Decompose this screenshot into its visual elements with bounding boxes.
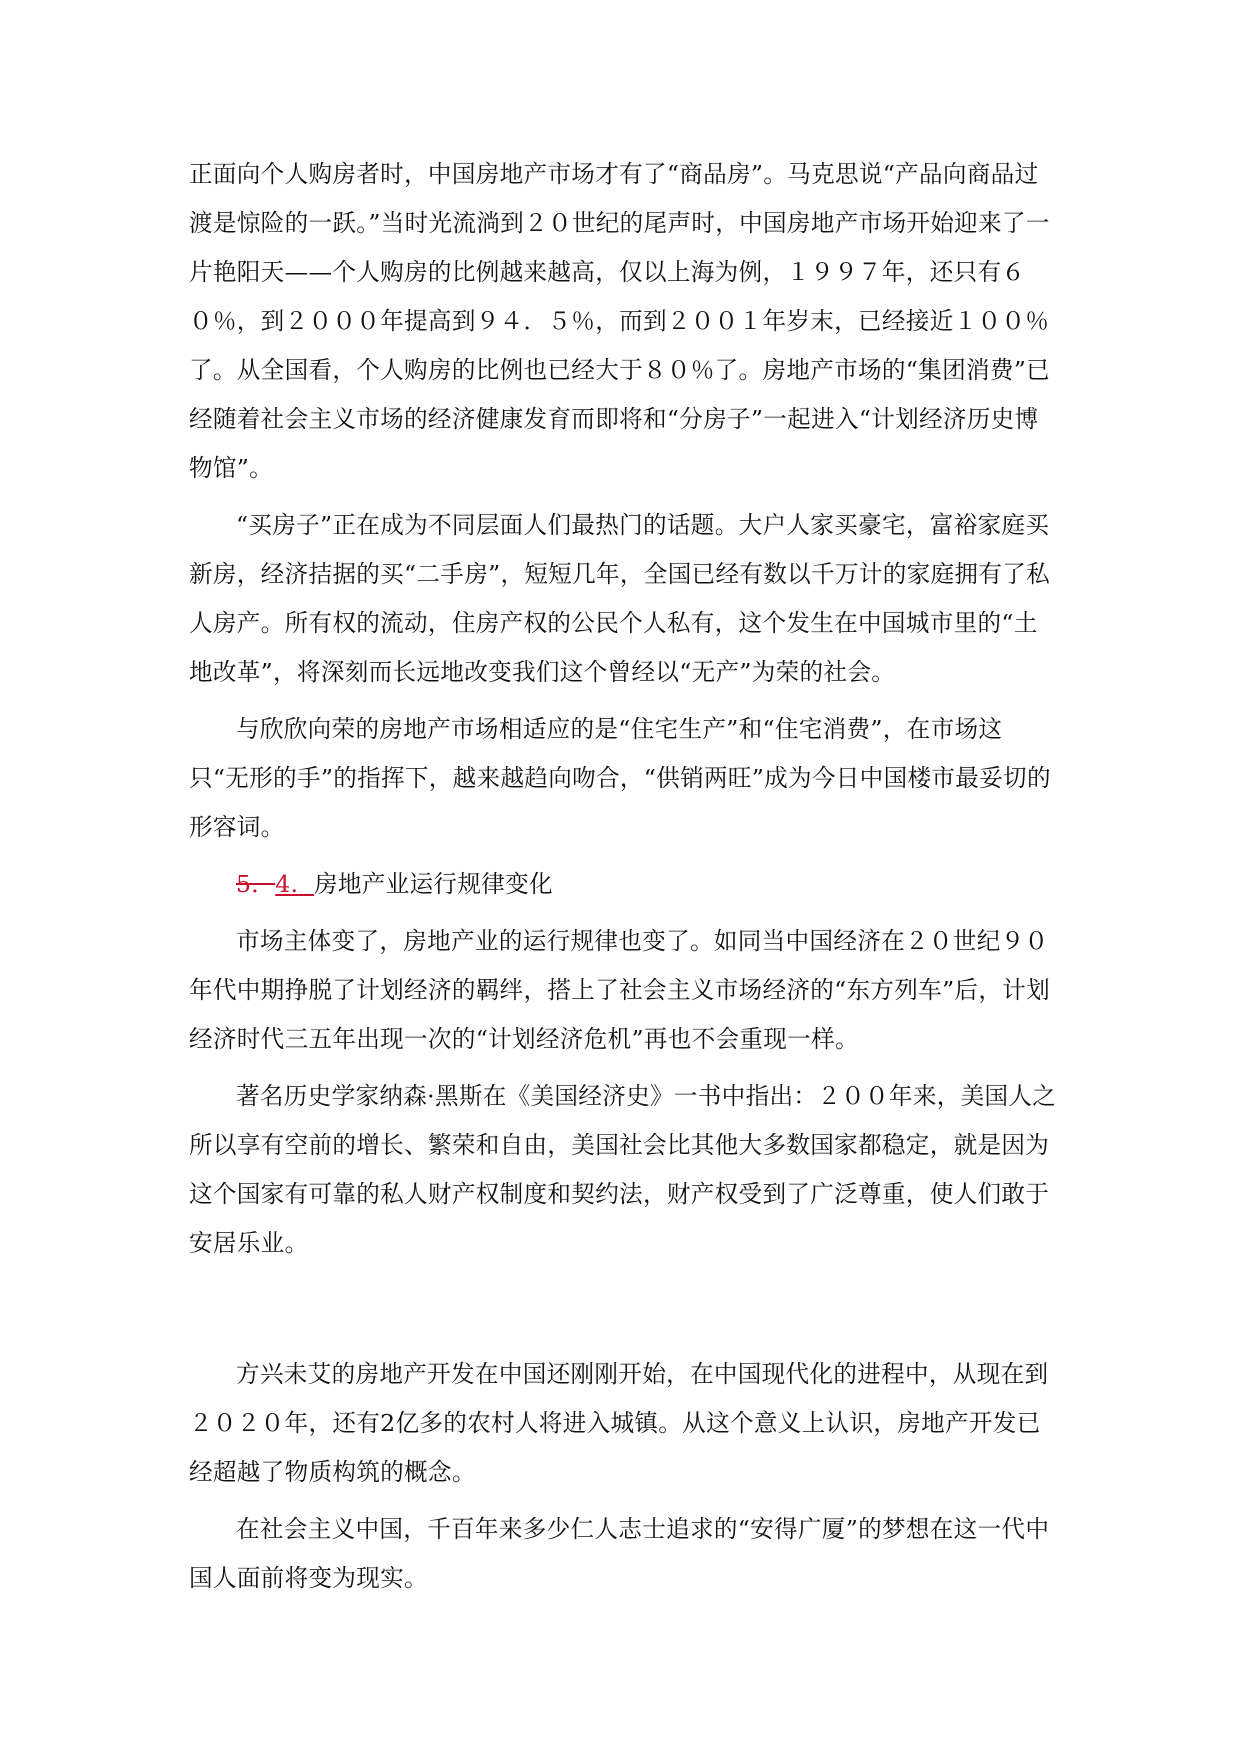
paragraph-history-quote: 著名历史学家纳森·黑斯在《美国经济史》一书中指出：２００年来，美国人之所以享有空前的增长、繁荣和自由，美国社会比其他大多数国家都稳定，就是因为这个国家有可靠的私人财产权制度和契约法，财产权受到了广泛尊重，使人们敢于安居乐业。	[189, 1082, 1057, 1257]
document-page	[189, 150, 1059, 1603]
section-heading	[189, 860, 1059, 909]
paragraph-development: 方兴未艾的房地产开发在中国还刚刚开始，在中国现代化的进程中，从现在到２０２０年，还有2亿多的农村人将进入城镇。从这个意义上认识，房地产开发已经超越了物质构筑的概念。	[189, 1360, 1049, 1486]
section-heading-title: 房地产业运行规律变化	[313, 870, 553, 898]
paragraph-continued: 正面向个人购房者时，中国房地产市场才有了“商品房”。马克思说“产品向商品过渡是惊险的一跃。”当时光流淌到２０世纪的尾声时，中国房地产市场开始迎来了一片艳阳天——个人购房的比例越来越高，仅以上海为例，１９９７年，还只有６０％，到２０００年提高到９４．５％，而到２００１年岁末，已经接近１００％了。从全国看，个人购房的比例也已经大于８０％了。房地产市场的“集团消费”已经随着社会主义市场的经济健康发育而即将和“分房子”一起进入“计划经济历史博物馆”。	[189, 160, 1051, 482]
paragraph-buying-houses: “买房子”正在成为不同层面人们最热门的话题。大户人家买豪宅，富裕家庭买新房，经济拮据的买“二手房”，短短几年，全国已经有数以千万计的家庭拥有了私人房产。所有权的流动，住房产权的公民个人私有，这个发生在中国城市里的“土地改革”，将深刻而长远地改变我们这个曾经以“无产”为荣的社会。	[189, 511, 1051, 686]
deleted-section-number: 5．	[236, 870, 276, 898]
paragraph-market-adaptation: 与欣欣向荣的房地产市场相适应的是“住宅生产”和“住宅消费”，在市场这只“无形的手”的指挥下，越来越趋向吻合，“供销两旺”成为今日中国楼市最妥切的形容词。	[189, 715, 1051, 841]
paragraph-market-rules: 市场主体变了，房地产业的运行规律也变了。如同当中国经济在２０世纪９０年代中期挣脱了计划经济的羁绊，搭上了社会主义市场经济的“东方列车”后，计划经济时代三五年出现一次的“计划经济危机”再也不会重现一样。	[189, 927, 1051, 1053]
revision-underline-space	[298, 870, 314, 898]
paragraph-closing: 在社会主义中国，千百年来多少仁人志士追求的“安得广厦”的梦想在这一代中国人面前将变为现实。	[189, 1515, 1050, 1592]
inserted-section-number: 4.	[275, 870, 299, 898]
